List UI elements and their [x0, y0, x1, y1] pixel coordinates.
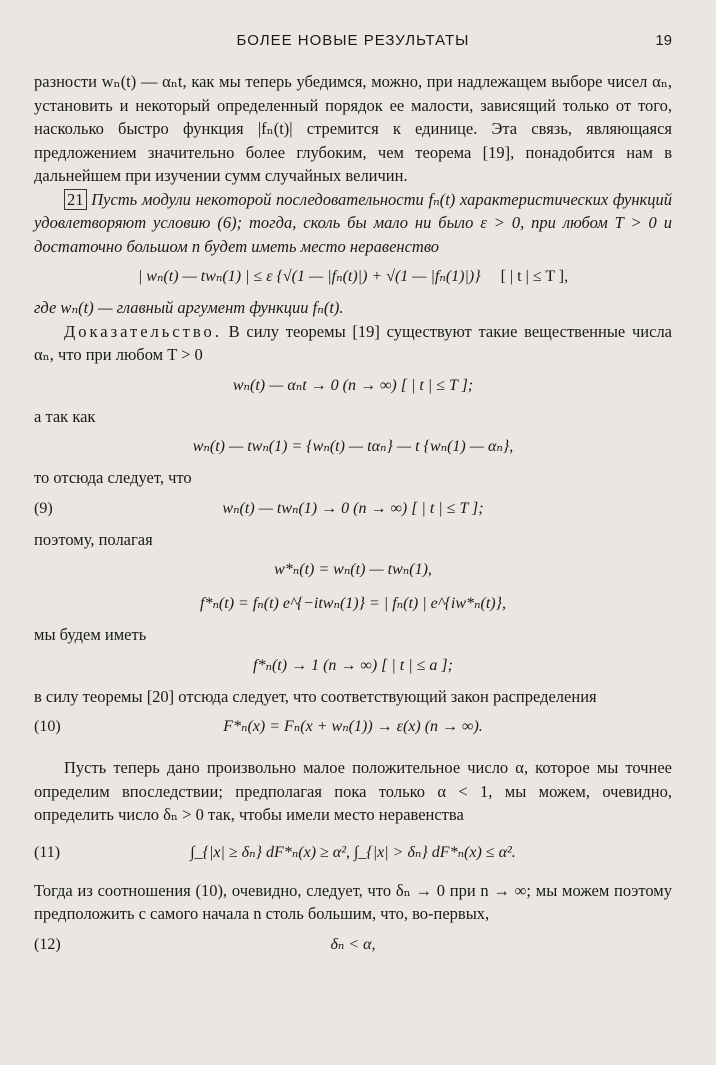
equation-number: (12) [34, 935, 61, 953]
formula [34, 589, 672, 619]
formula-text: | wₙ(t) — twₙ(1) | ≤ ε {√(1 — |fₙ(t)|) + √(1 — |fₙ(1)|)} [137, 268, 481, 285]
running-title: БОЛЕЕ НОВЫЕ РЕЗУЛЬТАТЫ [236, 32, 470, 49]
formula-text: f*ₙ(t) → 1 (n → ∞) [ | t | ≤ a ]; [253, 656, 453, 674]
equation-number: (10) [34, 718, 61, 735]
page-number: 19 [655, 32, 672, 49]
formula-text: ∫_{|x| ≥ δₙ} dF*ₙ(x) ≥ α², ∫_{|x| > δₙ} dF*ₙ(x) ≤ α². [190, 843, 516, 861]
formula [34, 371, 672, 401]
formula-12 [34, 930, 672, 960]
formula-condition: [ | t | ≤ T ], [500, 268, 569, 285]
paragraph: а так как [34, 406, 96, 426]
proof-word: Доказательство. [64, 321, 222, 341]
formula-text: δₙ < α, [330, 935, 376, 953]
formula [34, 432, 672, 462]
formula-text: F*ₙ(x) = Fₙ(x + wₙ(1)) → ε(x) (n → ∞). [223, 718, 483, 735]
theorem-number: 21 [64, 189, 87, 210]
formula-text: wₙ(t) — αₙt → 0 (n → ∞) [ | t | ≤ T ]; [232, 376, 474, 394]
paragraph: то отсюда следует, что [34, 468, 192, 487]
formula-text: wₙ(t) — twₙ(1) → 0 (n → ∞) [ | t | ≤ T ]; [222, 499, 484, 517]
paragraph: в силу теоремы [20] отсюда следует, что соответствующий закон распределения [34, 686, 597, 706]
equation-number: (9) [34, 499, 53, 517]
page-header [34, 28, 672, 52]
formula [34, 555, 672, 585]
formula-text: f*ₙ(t) = fₙ(t) e^{−itwₙ(1)} = | fₙ(t) | e^{iw*ₙ(t)}, [200, 595, 506, 612]
formula-text: wₙ(t) — twₙ(1) = {wₙ(t) — tαₙ} — t {wₙ(1) — αₙ}, [192, 438, 514, 455]
equation-number: (11) [34, 843, 61, 861]
paragraph: Пусть теперь дано произвольно малое положительное число α, которое мы точнее определим впоследствии; предполагая пока только α < 1, мы можем, очевидно, определить число δₙ > 0 так, чтобы имели место неравенства [34, 758, 672, 824]
paragraph: Тогда из соотношения (10), очевидно, следует, что δₙ → 0 при n → ∞; мы можем поэтому предположить с самого начала n столь большим, что, во-первых, [34, 880, 672, 923]
inequality-formula [34, 262, 672, 292]
theorem-text: Пусть модули некоторой последовательности fₙ(t) характеристических функций удовлетворяют условию (6); тогда, сколь бы мало ни было ε > 0, при любом T > 0 и достаточно большом n будет иметь место неравенство [34, 189, 672, 256]
formula-11 [34, 831, 672, 875]
formula [34, 651, 672, 681]
paragraph: где wₙ(t) — главный аргумент функции fₙ(t). [34, 298, 344, 317]
formula-text: w*ₙ(t) = wₙ(t) — twₙ(1), [274, 561, 432, 578]
paragraph: мы будем иметь [34, 625, 147, 644]
theorem-statement [34, 188, 672, 259]
paragraph: разности wₙ(t) — αₙt, как мы теперь убедимся, можно, при надлежащем выборе чисел αₙ, установить и некоторый определенный порядок ее малости, зависящий только от того, насколько быстро функция |fₙ(t)| стремится к единице. Эта связь, являющаяся предложением значительно более глубоким, чем теорема [19], понадобится нам в дальнейшем при изучении сумм случайных величин. [34, 72, 672, 185]
paragraph: поэтому, полагая [34, 529, 153, 549]
proof-text: В силу теоремы [19] существуют такие вещественные числа αₙ, что при любом T > 0 [34, 321, 673, 364]
proof-paragraph [34, 320, 672, 367]
formula-9 [34, 494, 672, 524]
formula-10 [34, 712, 672, 742]
